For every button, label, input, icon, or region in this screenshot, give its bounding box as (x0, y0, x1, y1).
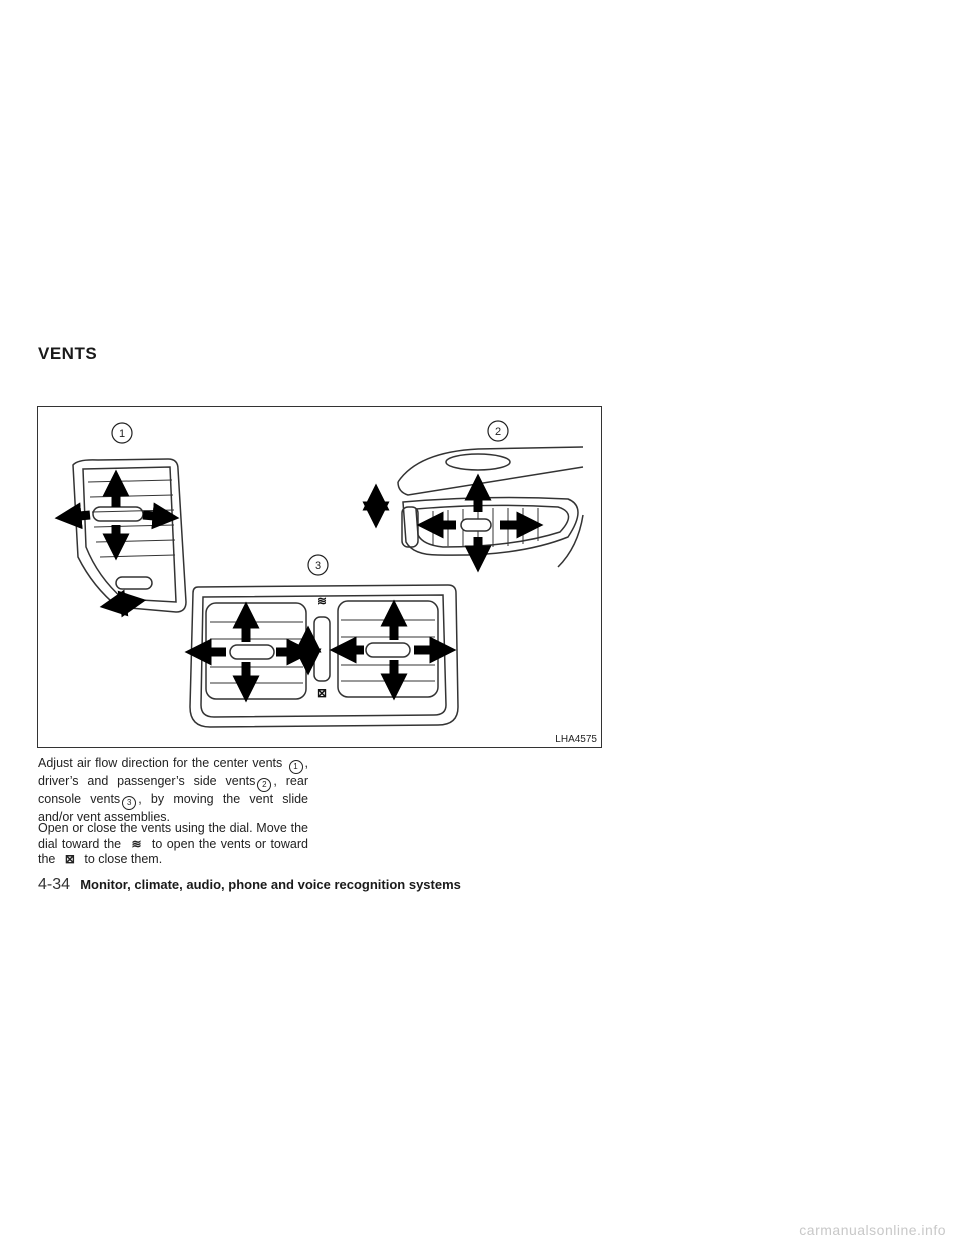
section-title: Monitor, climate, audio, phone and voice recognition systems (80, 877, 461, 892)
callout-1-inline: 1 (289, 760, 303, 774)
figure-code: LHA4575 (555, 734, 597, 745)
text-segment: rear console vents (38, 774, 308, 806)
callout-3-inline: 3 (122, 796, 136, 810)
paragraph-adjust-airflow (38, 756, 308, 826)
text-segment: , by moving the vent slide and/or vent assemblies. (38, 792, 308, 824)
callout-2-inline: 2 (257, 778, 271, 792)
callout-1-label: 1 (118, 428, 126, 440)
text-segment: Adjust air flow direction for the center vents (38, 756, 283, 770)
page-number: 4-34 (38, 876, 71, 893)
watermark: carmanualsonline.info (799, 1222, 946, 1238)
section-heading: VENTS (38, 344, 98, 363)
close-vent-symbol: ⊠ (64, 852, 75, 866)
text-segment: Open or close the vents using the dial. Move the dial toward the (38, 821, 308, 851)
side-vent (398, 447, 583, 567)
close-vent-icon: ⊠ (316, 686, 328, 700)
center-vent (73, 459, 186, 612)
text-segment: , (273, 774, 277, 788)
text-segment: to open the vents or toward the (38, 836, 308, 866)
open-vent-icon: ≋ (316, 594, 328, 608)
vents-illustration (37, 406, 602, 748)
vents-diagram (38, 407, 601, 747)
text-segment: to close them. (84, 852, 163, 866)
open-vent-symbol: ≋ (131, 836, 142, 851)
page-footer (38, 876, 461, 894)
callout-2-label: 2 (494, 426, 502, 438)
paragraph-open-close (38, 821, 308, 868)
text-segment: , driver’s and passenger’s side vents (38, 756, 308, 788)
callout-3-label: 3 (314, 560, 322, 572)
